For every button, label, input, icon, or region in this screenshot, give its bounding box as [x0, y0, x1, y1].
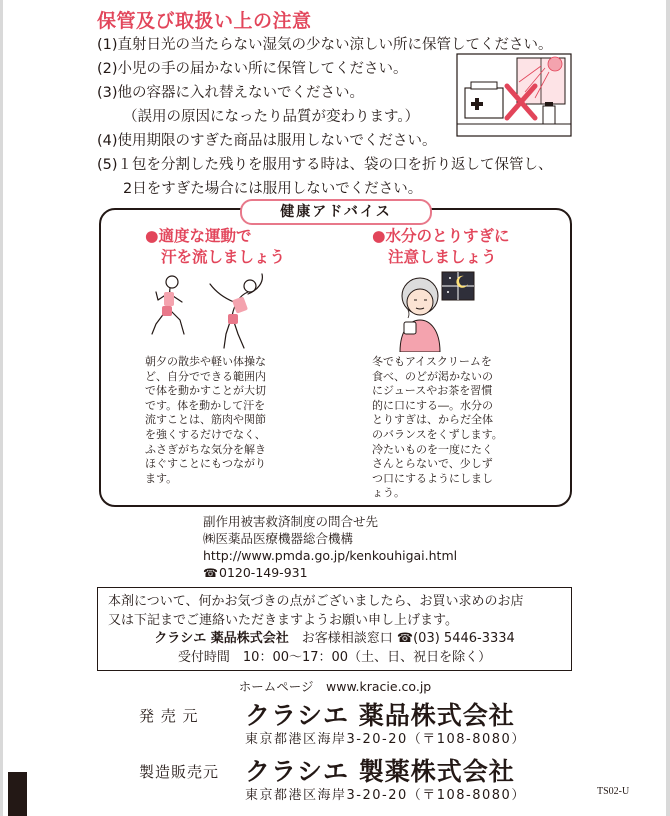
- water-body-line: のバランスをくずします。: [372, 427, 503, 441]
- precaution-item-4: (4)使用期限のすぎた商品は服用しないでください。: [97, 133, 437, 149]
- exercise-body-line: を強くするだけでなく、: [145, 427, 266, 441]
- relief-organization: ㈱医薬品医療機器総合機構: [203, 531, 354, 546]
- water-body-line: ょう。: [372, 486, 405, 500]
- relief-url[interactable]: http://www.pmda.go.jp/kenkouhigai.html: [203, 548, 458, 563]
- water-body-line: とりすぎは、からだ全体: [372, 413, 493, 427]
- water-body-line: にジュースやお茶を習慣: [372, 384, 493, 398]
- precaution-item-5-cont: 2日をすぎた場合には服用しないでください。: [123, 181, 423, 197]
- water-body-line: 冬でもアイスクリームを: [372, 355, 492, 368]
- document-code: TS02-U: [597, 786, 630, 797]
- exercise-body-line: で体を動かすことが大切: [145, 384, 266, 398]
- homepage-url[interactable]: ホームページ www.kracie.co.jp: [238, 679, 432, 694]
- black-edge-tab: [8, 772, 27, 816]
- seller-name: クラシエ 薬品株式会社: [245, 701, 515, 730]
- water-title: [372, 226, 510, 268]
- water-body-line: 冷たいものを一度にたく: [372, 442, 493, 456]
- exercise-illustration: [150, 272, 272, 354]
- water-body-line: さんとらないで、少しず: [372, 457, 493, 471]
- relief-title: 副作用被害救済制度の問合せ先: [203, 514, 379, 529]
- exercise-body-line: ます。: [145, 471, 178, 485]
- contact-text: [108, 593, 561, 667]
- contact-phone: (03) 5446-3334: [413, 631, 515, 646]
- exercise-title-line-1: ●適度な運動で: [145, 227, 252, 245]
- relief-phone-row: [203, 564, 457, 582]
- contact-hours: 受付時間 10：00〜17：00（土、日、祝日を除く）: [177, 649, 492, 665]
- seller-address: 東京都港区海岸3-20-20（〒108-8080）: [245, 732, 526, 747]
- water-body-line: つ口にするようにしまし: [372, 471, 493, 485]
- contact-line-2: 又は下記までご連絡いただきますようお願い申し上げます。: [108, 612, 458, 628]
- seller-label: 発 売 元: [139, 707, 199, 725]
- water-title-line-2: 注意しましょう: [388, 248, 497, 266]
- health-advice-tab: 健康アドバイス: [240, 199, 432, 225]
- exercise-body: [145, 355, 266, 486]
- precaution-item-3: (3)他の容器に入れ替えないでください。: [97, 85, 365, 101]
- exercise-title-line-2: 汗を流しましょう: [161, 248, 286, 266]
- phone-icon: ☎: [203, 566, 218, 580]
- manufacturer-address: 東京都港区海岸3-20-20（〒108-8080）: [245, 788, 526, 803]
- exercise-body-line: 流すことは、筋肉や関節: [145, 413, 266, 427]
- contact-box: [97, 587, 572, 671]
- contact-line-3: [108, 630, 561, 649]
- manufacturer-name: クラシエ 製薬株式会社: [245, 757, 515, 786]
- contact-desk: お客様相談窓口: [301, 631, 393, 646]
- water-body: [372, 355, 503, 501]
- precaution-item-5: (5)１包を分割した残りを服用する時は、袋の口を折り返して保管し、: [97, 157, 553, 173]
- water-body-line: 食べ、のどが渇かないの: [372, 369, 493, 383]
- phone-icon: ☎: [396, 631, 414, 646]
- exercise-body-line: ど、自分でできる範囲内: [145, 369, 266, 383]
- exercise-body-line: ほぐすことにもつながり: [145, 457, 266, 471]
- drinking-illustration: [394, 270, 480, 352]
- precaution-item-1: (1)直射日光の当たらない湿気の少ない涼しい所に保管してください。: [97, 37, 553, 53]
- precaution-item-3-note: （誤用の原因になったり品質が変わります。）: [123, 109, 420, 125]
- precaution-item-2: (2)小児の手の届かない所に保管してください。: [97, 61, 408, 77]
- water-title-line-1: ●水分のとりすぎに: [372, 227, 510, 245]
- storage-heading: 保管及び取扱い上の注意: [97, 10, 312, 32]
- storage-illustration: [455, 52, 573, 138]
- contact-company: クラシエ 薬品株式会社: [154, 631, 289, 646]
- water-body-line: 的に口にする―。水分の: [372, 398, 493, 412]
- manufacturer-label: 製造販売元: [139, 763, 220, 781]
- contact-line-1: 本剤について、何かお気づきの点がございましたら、お買い求めのお店: [108, 594, 524, 609]
- exercise-body-line: 朝夕の散歩や軽い体操な: [145, 355, 266, 368]
- relief-phone: 0120-149-931: [219, 565, 308, 580]
- exercise-title: [145, 226, 285, 268]
- relief-system-info: [203, 513, 457, 582]
- exercise-body-line: です。体を動かして汗を: [145, 398, 266, 412]
- exercise-body-line: ふさぎがちな気分を解き: [145, 442, 266, 456]
